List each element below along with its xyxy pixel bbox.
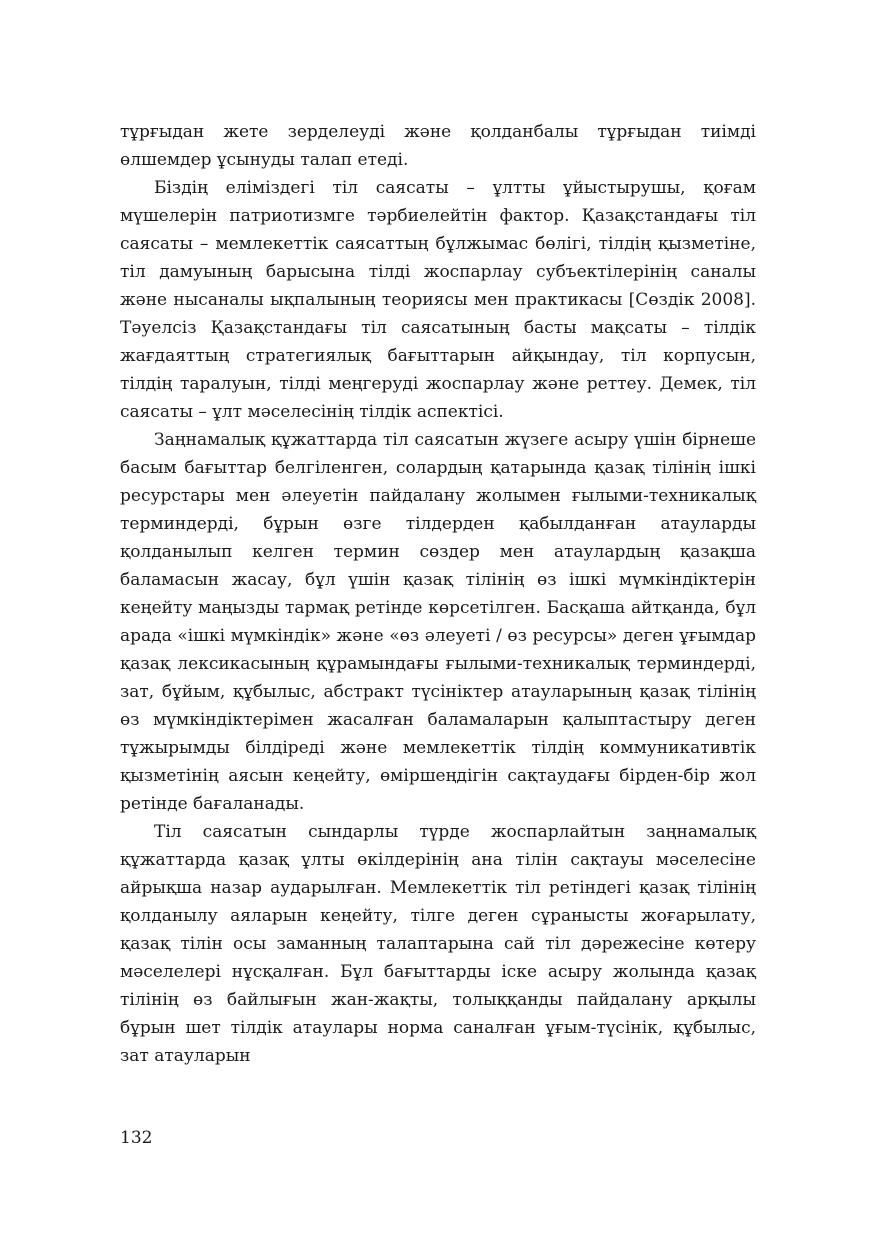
paragraph-native-language: Тіл саясатын сындарлы түрде жоспарлайтын заңнамалық құжаттарда қазақ ұлты өкілдерінің ана тілін сақтауы мәселесіне айрықша назар аударылған. Мемлекеттік тіл ретіндегі қазақ тілінің қолданылу аяларын кеңейту, тілге деген сұранысты жоғарылату, қазақ тілін осы заманның талаптарына сай тіл дәрежесіне көтеру мәселелері нұсқалған. Бұл бағыттарды іске асыру жолында қазақ тілінің өз байлығын жан-жақты, толыққанды пайдалану арқылы бұрын шет тілдік атаулары норма саналған ұғым-түсінік, құбылыс, зат атауларын xyxy=(120,822,756,1066)
page-number: 132 xyxy=(120,1128,153,1148)
body-text xyxy=(120,118,756,1070)
paragraph-legislative-documents: Заңнамалық құжаттарда тіл саясатын жүзеге асыру үшін бірнеше басым бағыттар белгіленген, солардың қатарында қазақ тілінің ішкі ресурстары мен әлеуетін пайдалану жолымен ғылыми-техникалық терминдерді, бұрын өзге тілдерден қабылданған атауларды қолданылып келген термин сөздер мен атаулардың қазақша баламасын жасау, бұл үшін қазақ тілінің өз ішкі мүмкіндіктерін кеңейту маңызды тармақ ретінде көрсетілген. Басқаша айтқанда, бұл арада «ішкі мүмкіндік» және «өз әлеуеті / өз ресурсы» деген ұғымдар қазақ лексикасының құрамындағы ғылыми-техникалық терминдерді, зат, бұйым, құбылыс, абстракт түсініктер атауларының қазақ тілінің өз мүмкіндіктерімен жасалған баламаларын қалыптастыру деген тұжырымды білдіреді және мемлекеттік тілдің коммуникативтік қызметінің аясын кеңейту, өміршеңдігін сақтаудағы бірден-бір жол ретінде бағаланады. xyxy=(120,430,756,814)
paragraph-continuation: тұрғыдан жете зерделеуді және қолданбалы тұрғыдан тиімді өлшемдер ұсынуды талап етеді. xyxy=(120,122,756,170)
paragraph-language-policy: Біздің еліміздегі тіл саясаты – ұлтты ұйыстырушы, қоғам мүшелерін патриотизмге тәрбиелейтін фактор. Қазақстандағы тіл саясаты – мемлекеттік саясаттың бұлжымас бөлігі, тілдің қызметіне, тіл дамуының барысына тілді жоспарлау субъектілерінің саналы және нысаналы ықпалының теориясы мен практикасы [Сөздік 2008]. Тәуелсіз Қазақстандағы тіл саясатының басты мақсаты – тілдік жағдаяттың стратегиялық бағыттарын айқындау, тіл корпусын, тілдің таралуын, тілді меңгеруді жоспарлау және реттеу. Демек, тіл саясаты – ұлт мәселесінің тілдік аспектісі. xyxy=(120,178,756,422)
